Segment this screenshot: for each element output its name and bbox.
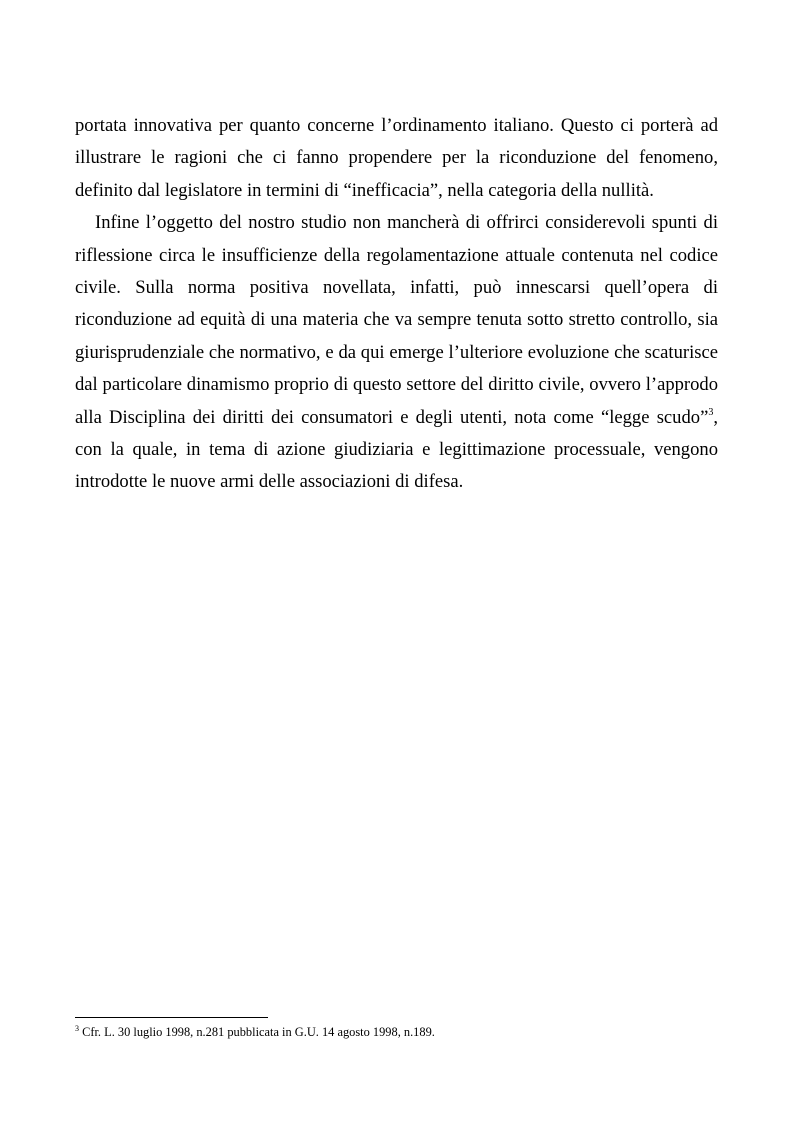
paragraph-1: portata innovativa per quanto concerne l’ordinamento italiano. Questo ci porterà ad illustrare le ragioni che ci fanno propendere per la riconduzione del fenomeno, definito dal legislatore in termini di “inefficacia”, nella categoria della nullità. [75,115,718,201]
footnote-text: Cfr. L. 30 luglio 1998, n.281 pubblicata in G.U. 14 agosto 1998, n.189. [79,1025,435,1039]
body-text [75,110,718,499]
footnote-reference[interactable]: 3 [708,406,714,418]
paragraph-2-text-before: Infine l’oggetto del nostro studio non mancherà di offrirci considerevoli spunti di riflessione circa le insufficienze della regolamentazione attuale contenuta nel codice civile. Sulla norma positiva novellata, infatti, può innescarsi quell’opera di riconduzione ad equità di una materia che va sempre tenuta sotto stretto controllo, sia giurisprudenziale che normativo, e da qui emerge l’ulteriore evoluzione che scaturisce dal particolare dinamismo proprio di questo settore del diritto civile, ovvero l’approdo alla Disciplina dei diritti dei consumatori e degli utenti, nota come “legge scudo” [75,212,718,428]
footnote-number: 3 [75,1024,79,1033]
footnote-separator [75,1017,268,1018]
paragraph-2-text-after: , con la quale, in tema di azione giudiziaria e legittimazione processuale, vengono introdotte le nuove armi delle associazioni di difesa. [75,406,718,493]
footnote [75,1024,718,1040]
paragraph-2 [75,207,718,499]
